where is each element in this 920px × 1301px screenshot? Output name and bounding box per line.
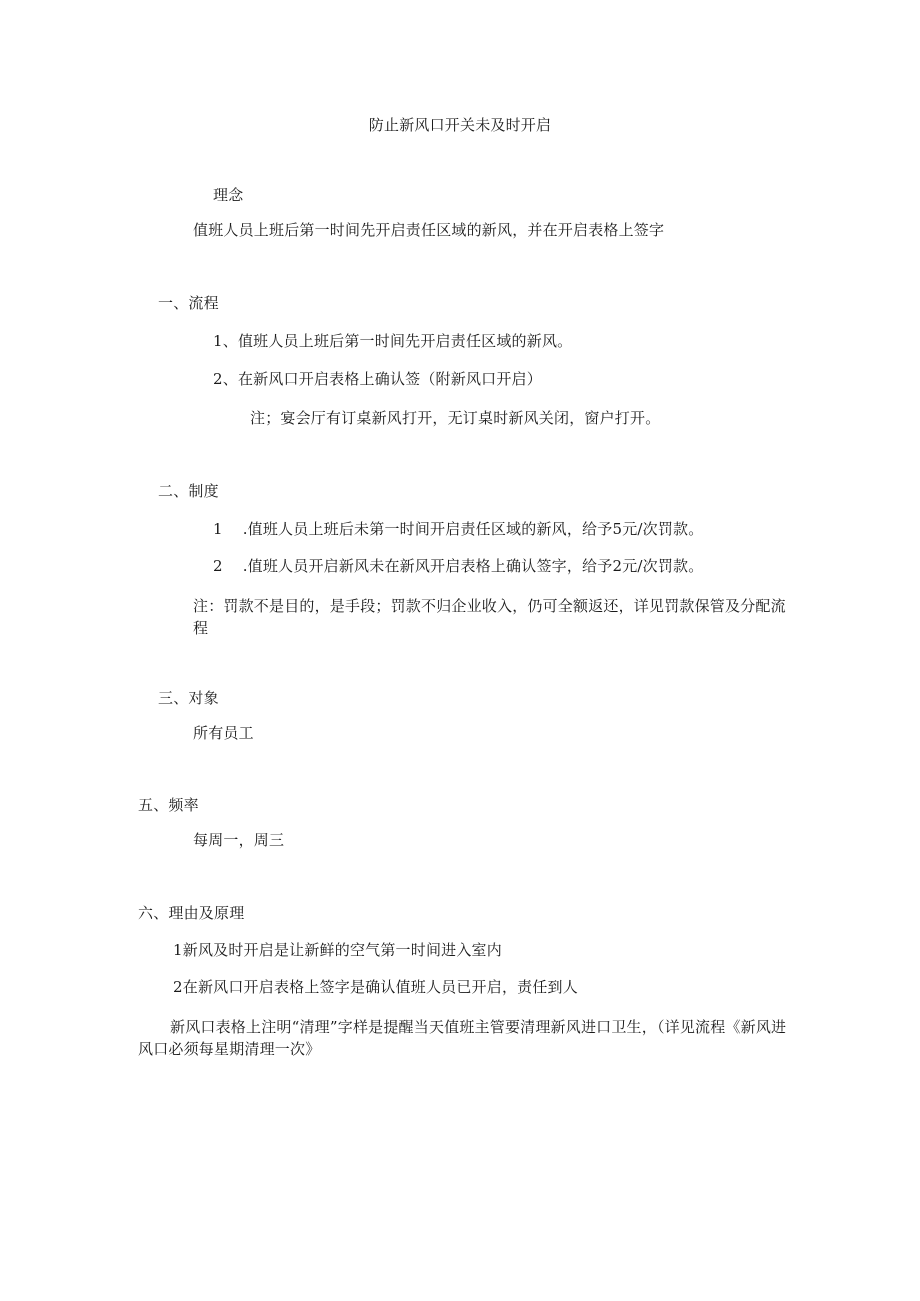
process-step-2: 2、在新风口开启表格上确认签（附新风口开启） [213,370,542,388]
frequency-heading: 五、频率 [138,796,199,814]
process-step-1: 1、值班人员上班后第一时间先开启责任区域的新风。 [213,332,573,350]
reason-note: 新风口表格上注明“清理”字样是提醒当天值班主管要清理新风进口卫生，（详见流程《新风进风口必须每星期清理一次》 [138,1018,787,1058]
system-rule-2 [213,556,703,576]
reason-item-2: 2在新风口开启表格上签字是确认值班人员已开启，责任到人 [173,978,578,996]
reason-heading: 六、理由及原理 [138,904,245,922]
system-rule-1-number: 1 [213,520,223,538]
target-heading: 三、对象 [158,689,219,707]
system-rule-2-number: 2 [213,557,223,575]
document-title: 防止新风口开关未及时开启 [368,116,552,134]
target-body: 所有员工 [193,724,254,742]
concept-heading: 理念 [213,186,244,204]
system-heading: 二、制度 [158,482,219,500]
system-rule-2-text: .值班人员开启新风未在新风开启表格上确认签字，给予2元/次罚款。 [242,557,704,575]
frequency-body: 每周一，周三 [193,831,285,849]
concept-body: 值班人员上班后第一时间先开启责任区域的新风，并在开启表格上签字 [193,221,665,239]
system-note: 注：罚款不是目的，是手段；罚款不归企业收入，仍可全额返还，详见罚款保管及分配流程 [193,597,786,637]
process-heading: 一、流程 [158,294,219,312]
process-note: 注；宴会厅有订桌新风打开，无订桌时新风关闭，窗户打开。 [250,409,661,427]
system-rule-1 [213,519,703,539]
system-rule-1-text: .值班人员上班后未第一时间开启责任区域的新风，给予5元/次罚款。 [242,520,704,538]
reason-item-1: 1新风及时开启是让新鲜的空气第一时间进入室内 [173,941,502,959]
